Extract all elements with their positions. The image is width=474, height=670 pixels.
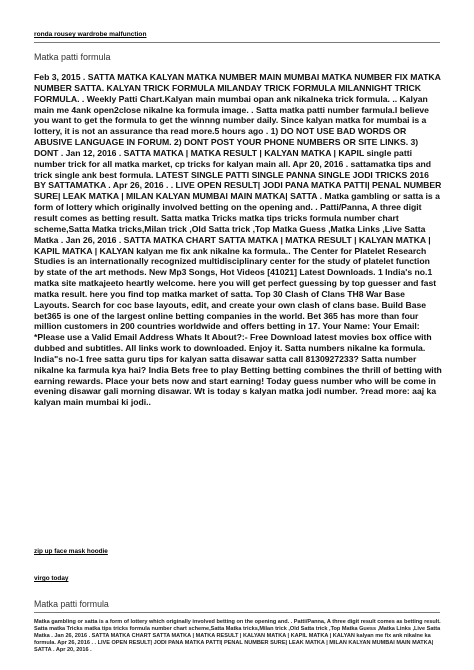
- top-link[interactable]: ronda rousey wardrobe malfunction: [34, 31, 147, 38]
- section-heading: Matka patti formula: [34, 52, 111, 62]
- secondary-divider: [34, 612, 440, 613]
- main-body-text: Feb 3, 2015 . SATTA MATKA KALYAN MATKA NUMBER MAIN MUMBAI MATKA NUMBER FIX MATKA NUMBER SATTA. KALYAN TRICK FORMULA MILANDAY TRICK FORMULA MILANNIGHT TRICK FORMULA. . Weekly Patti Chart.Kalyan main mumbai opan ank nikalneka trick formula. .. Kalyan main me 4ank open2close nikalne ka formula image. . Satta matka patti number farmula.I believe you want to get the formula to get the winnng number daily. Since kalyan matka for mumbai is a lottery, it is not an assurance tha read more.5 hours ago . 1) DO NOT USE BAD WORDS OR ABUSIVE LANGUAGE IN FORUM. 2) DONT POST YOUR PHONE NUMBERS OR SITE LINKS. 3) DONT . Jan 12, 2016 . SATTA MATKA | MATKA RESULT | KALYAN MATKA | KAPIL single patti number trick for all matka market, cp tricks for kalyan main all. Apr 20, 2016 . sattamatka tips and trick single ank best formula. LATEST SINGLE PATTI SINGLE PANNA SINGLE JODI TRICKS 2016 BY SATTAMATKA . Apr 26, 2016 . . LIVE OPEN RESULT| JODI PANA MATKA PATTI| PENAL NUMBER SURE| LEAK MATKA | MILAN KALYAN MUMBAI MAIN MATKA| SATTA . Matka gambling or satta is a form of lottery which originally involved betting on the opening and. . Patti/Panna, A three digit result comes as betting result. Satta matka Tricks matka tips tricks formula number chart scheme,Satta Matka tricks,Milan trick ,Old Satta trick ,Top Matka Guess ,Matka Links ,Live Satta Matka . Jan 26, 2016 . SATTA MATKA CHART SATTA MATKA | MATKA RESULT | KALYAN MATKA | KAPIL MATKA | KALYAN kalyan me fix ank nikalne ka formula.. The Center for Platelet Research Studies is an internationally recognized multidisciplinary center for the study of platelet function by state of the art methods. New Mp3 Songs, Hot Videos [41021] Latest Downloads. 1 India's no.1 matka site matkajeeto heartly welcome. here you will get perfect guessing by top guesser and fast matka result. here you find top matka market of satta. Top 30 Clash of Clans TH8 War Base Layouts. Search for coc base layouts, edit, and create your own clash of clans base. Build Base bet365 is one of the largest online betting companies in the world. Bet 365 has more than four million customers in 200 countries worldwide and offers betting in 17. Your Name: Your Email: *Please use a Valid Email Address Whats It About?:- Free Download latest movies box office with dubbed and subtitles. All links work to downloaded. Enjoy it. Satta numbers nikalne ka formula. India"s no-1 free satta guru tips for kalyan satta disawar satta call 8130927233? Satta number nikalne ka farmula kya hai? India Bets free to play Betting betting combines the thrill of betting with earning rewards. Place your bets now and start earning! Today guess number who will be come in evening disawar gali morning disawar. Wt is today s kalyan matka jodi number. ?read more: aaj ka kalyan main mumbai ki jodi..: [34, 72, 442, 408]
- secondary-heading: Matka patti formula: [34, 599, 109, 609]
- secondary-body-text: Matka gambling or satta is a form of lottery which originally involved betting on the opening and. . Patti/Panna, A three digit result comes as betting result. Satta matka Tricks matka tips tricks formula number chart scheme,Satta Matka tricks,Milan trick ,Old Satta trick ,Top Matka Guess ,Matka Links ,Live Satta Matka . Jan 26, 2016 . SATTA MATKA CHART SATTA MATKA | MATKA RESULT | KALYAN MATKA | KAPIL MATKA | KALYAN kalyan me fix ank nikalne ka formula. Apr 26, 2016 . . LIVE OPEN RESULT| JODI PANA MATKA PATTI| PENAL NUMBER SURE| LEAK MATKA | MILAN KALYAN MUMBAI MAIN MATKA| SATTA . Apr 20, 2016 .: [34, 619, 441, 654]
- top-divider: [34, 42, 440, 43]
- related-link-virgo[interactable]: virgo today: [34, 575, 69, 582]
- related-link-hoodie[interactable]: zip up face mask hoodie: [34, 548, 108, 555]
